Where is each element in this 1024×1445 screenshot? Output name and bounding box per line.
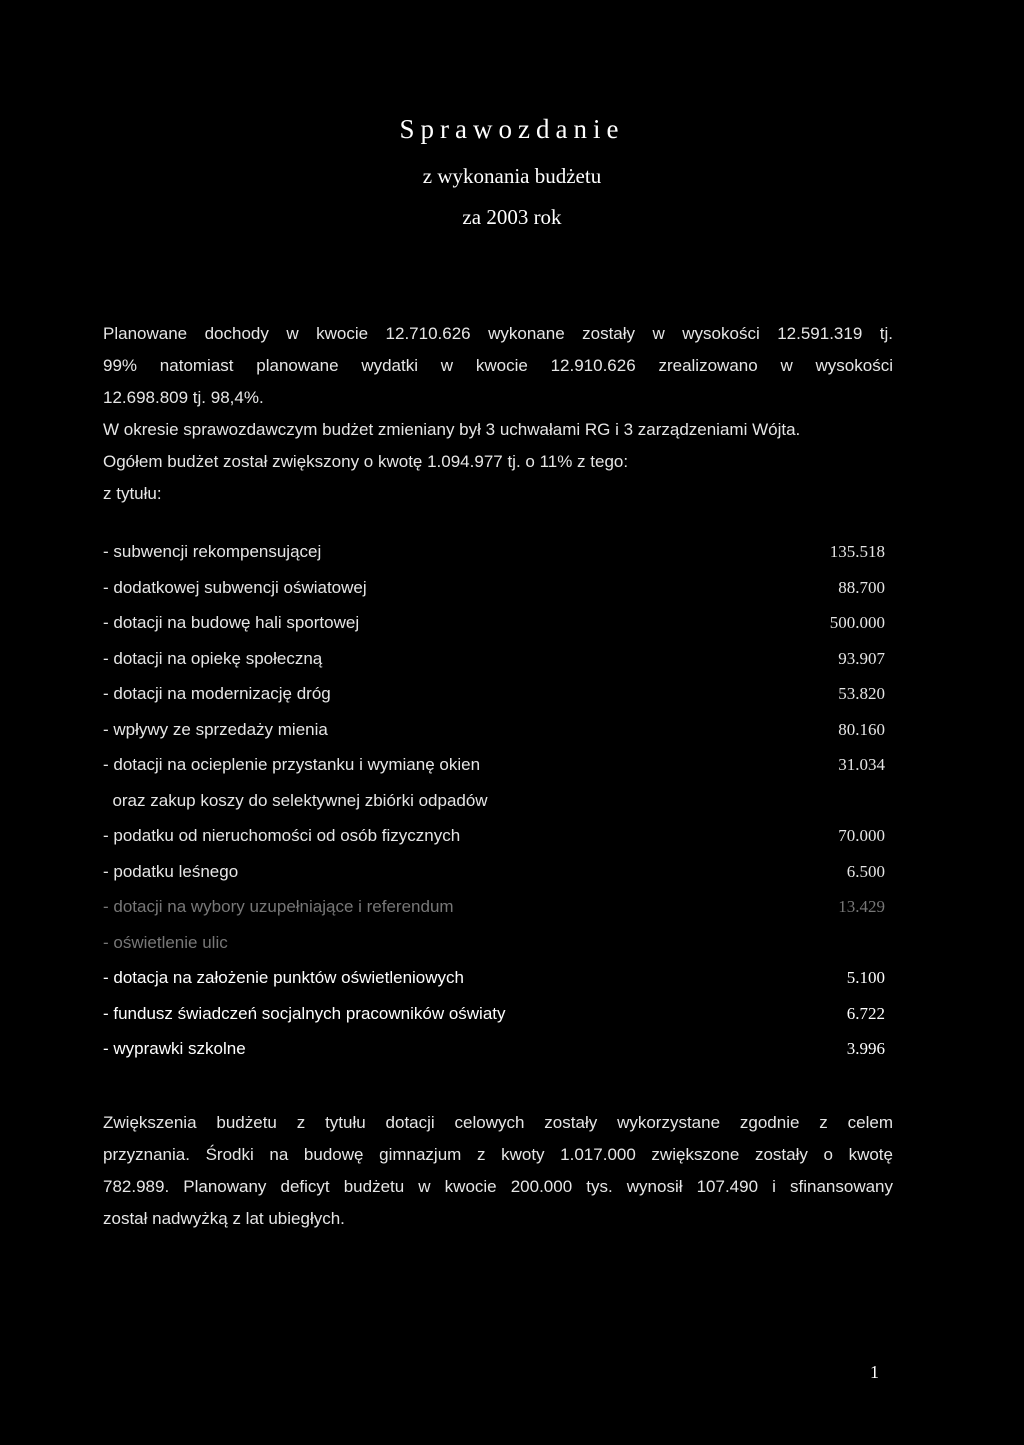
list-item [103,1031,885,1067]
item-amount: 70.000 [838,826,885,845]
item-label: - dotacja na założenie punktów oświetleniowych [103,968,464,987]
closing-line: przyznania. Środki na budowę gimnazjum z kwoty 1.017.000 zwiększone zostały o kwotę [103,1145,893,1164]
page-number: 1 [870,1362,879,1382]
list-item [103,960,885,996]
item-label: - fundusz świadczeń socjalnych pracowników oświaty [103,1003,506,1023]
intro-line: Ogółem budżet został zwiększony o kwotę 1.094.977 tj. o 11% z tego: [103,452,629,471]
item-label: oraz zakup koszy do selektywnej zbiórki odpadów [103,790,488,810]
list-item [103,747,885,783]
list-item [103,889,885,925]
list-item [103,570,885,606]
item-amount: 6.722 [846,1003,885,1023]
item-label: - subwencji rekompensującej [103,542,322,561]
intro-line: 99% natomiast planowane wydatki w kwocie 12.910.626 zrealizowano w wysokości [103,356,893,375]
closing-line: został nadwyżką z lat ubiegłych. [103,1209,345,1228]
item-amount: 500.000 [829,613,885,632]
closing-line: Zwiększenia budżetu z tytułu dotacji celowych zostały wykorzystane zgodnie z celem [103,1113,893,1132]
item-amount: 5.100 [846,968,885,987]
item-label: - dotacji na opiekę społeczną [103,648,323,668]
intro-line: Planowane dochody w kwocie 12.710.626 wykonane zostały w wysokości 12.591.319 tj. [103,324,893,343]
item-label: - oświetlenie ulic [103,932,228,952]
item-label: - dodatkowej subwencji oświatowej [103,577,367,597]
item-label: - podatku od nieruchomości od osób fizycznych [103,826,461,845]
item-amount: 6.500 [846,861,885,881]
item-amount: 13.429 [838,897,885,916]
document-subtitle: z wykonania budżetu [422,164,602,188]
list-item [103,783,885,819]
item-label: - wpływy ze sprzedaży mienia [103,719,328,739]
budget-increase-list [103,534,885,1067]
list-item [103,676,885,712]
item-label: - dotacji na wybory uzupełniające i referendum [103,897,454,916]
item-amount: 80.160 [838,719,885,739]
item-label: - dotacji na ocieplenie przystanku i wymianę okien [103,755,481,774]
item-amount: 31.034 [838,755,885,774]
list-item [103,854,885,890]
item-amount: 135.518 [829,542,885,561]
closing-paragraph [103,1107,893,1235]
intro-paragraph [103,318,893,510]
list-item [103,996,885,1032]
closing-line: 782.989. Planowany deficyt budżetu w kwocie 200.000 tys. wynosił 107.490 i sfinansowany [103,1177,893,1196]
document-title: Sprawozdanie [399,114,625,144]
list-item [103,712,885,748]
item-amount: 93.907 [838,648,885,668]
list-item [103,925,885,961]
item-amount: 53.820 [838,684,885,703]
intro-line: z tytułu: [103,484,162,503]
item-label: - wyprawki szkolne [103,1039,246,1058]
list-item [103,818,885,854]
list-item [103,605,885,641]
item-label: - podatku leśnego [103,861,239,881]
list-item [103,534,885,570]
intro-line: W okresie sprawozdawczym budżet zmieniany był 3 uchwałami RG i 3 zarządzeniami Wójta. [103,420,801,439]
item-label: - dotacji na modernizację dróg [103,684,331,703]
document-period: za 2003 rok [462,205,562,229]
item-amount: 88.700 [838,577,885,597]
list-item [103,641,885,677]
item-label: - dotacji na budowę hali sportowej [103,613,360,632]
intro-line: 12.698.809 tj. 98,4%. [103,388,264,407]
item-amount: 3.996 [846,1039,885,1058]
